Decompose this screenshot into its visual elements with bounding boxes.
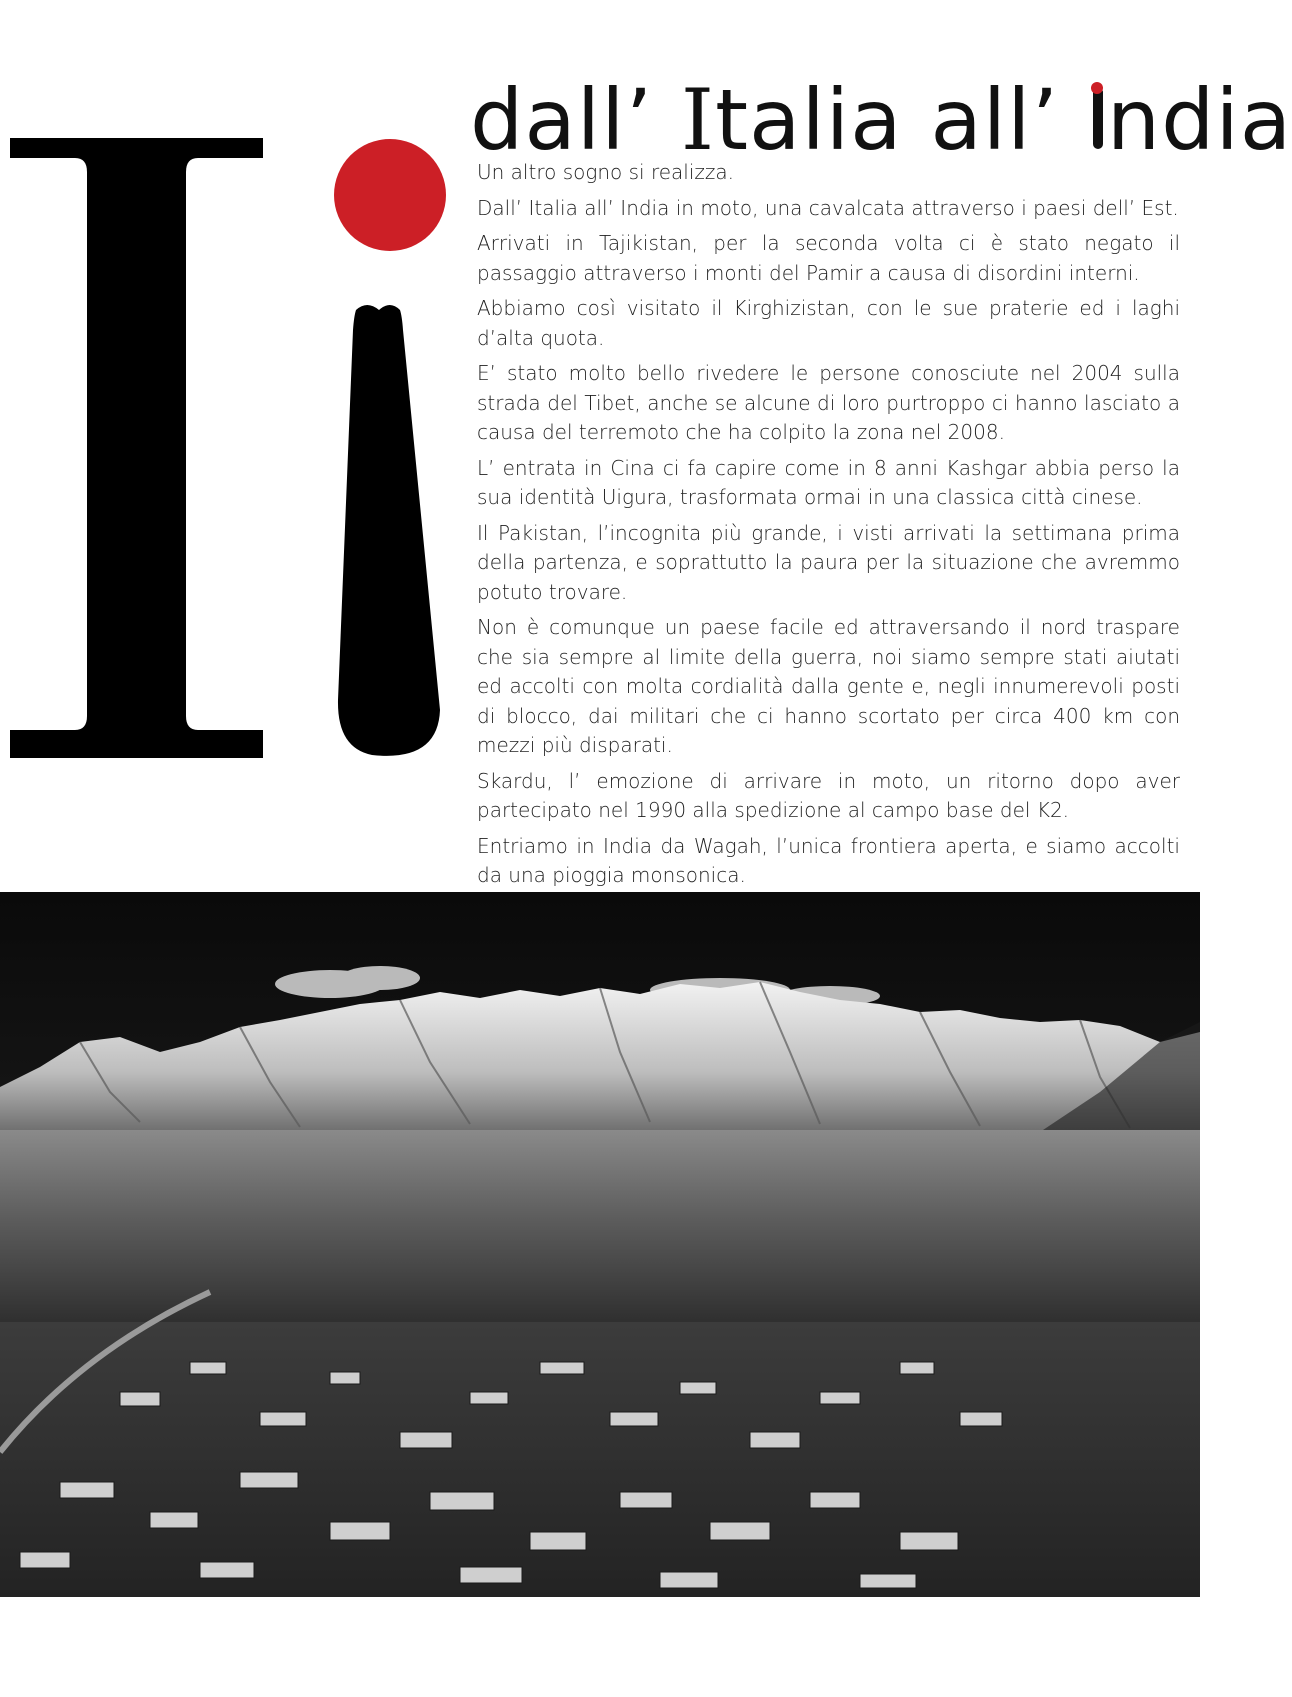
lowercase-i-stem (338, 305, 440, 756)
title-part-talia: talia all’ (715, 71, 1087, 169)
page-title (470, 70, 1292, 170)
title-serif-i: I (680, 71, 716, 169)
paragraph: Arrivati in Tajikistan, per la seconda volta ci è stato negato il passaggio attraverso i monti del Pamir a causa di disordini interni. (477, 231, 1180, 285)
title-red-dot-icon (1091, 82, 1103, 94)
paragraph: Dall’ Italia all’ India in moto, una cavalcata attraverso i paesi dell’ Est. (477, 195, 1179, 220)
paragraph: Un altro sogno si realizza. (477, 160, 735, 184)
title-i-stem-icon (1093, 89, 1103, 149)
capital-i-glyph (10, 138, 263, 758)
article-body (477, 158, 1180, 897)
title-part-dall: dall’ (470, 71, 681, 169)
mountain-town-photo (0, 892, 1200, 1597)
title-part-ndia: ndia (1106, 71, 1292, 169)
paragraph: Non è comunque un paese facile ed attraversando il nord traspare che sia sempre al limite della guerra, noi siamo sempre stati aiutati ed accolti con molta cordialità dalla gente e, negli innumerevoli posti di blocco, dai militari che ci hanno scortato per circa 400 km con mezzi più disparati. (477, 615, 1180, 757)
paragraph: E’ stato molto bello rivedere le persone conosciute nel 2004 sulla strada del Tibet, anche se alcune di loro purtroppo ci hanno lasciato a causa del terremoto che ha colpito la zona nel 2008. (477, 361, 1180, 444)
red-dot-icon (334, 139, 446, 251)
paragraph: L’ entrata in Cina ci fa capire come in 8 anni Kashgar abbia perso la sua identità Uigura, trasformata ormai in una classica città cinese. (477, 455, 1180, 509)
paragraph: Abbiamo così visitato il Kirghizistan, con le sue praterie ed i laghi d’alta quota. (477, 296, 1180, 350)
valley-plain (0, 1130, 1200, 1330)
paragraph: Entriamo in India da Wagah, l’unica frontiera aperta, e siamo accolti da una pioggia monsonica. (477, 833, 1180, 887)
letters-I-i-logo (0, 0, 470, 800)
paragraph: Skardu, l’ emozione di arrivare in moto, un ritorno dopo aver partecipato nel 1990 alla spedizione al campo base del K2. (477, 768, 1180, 822)
town-ground (0, 1322, 1200, 1597)
paragraph: Il Pakistan, l’incognita più grande, i visti arrivati la settimana prima della partenza, e soprattutto la paura per la situazione che avremmo potuto trovare. (477, 520, 1180, 604)
title-red-dot-i (1087, 70, 1107, 170)
